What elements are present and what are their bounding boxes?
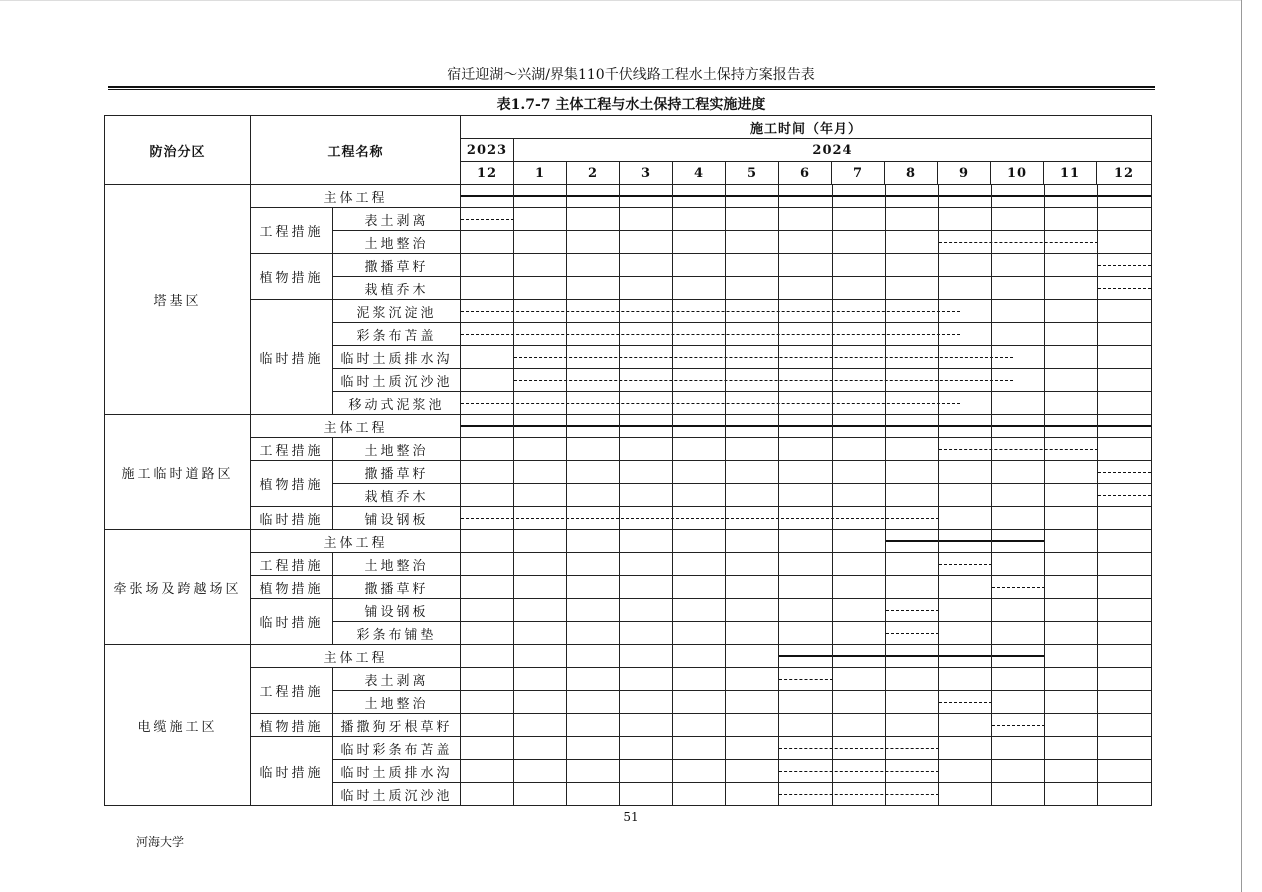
measure-bar xyxy=(461,219,514,220)
main-works-bar xyxy=(461,195,1151,197)
page-right-edge xyxy=(1241,0,1242,892)
year-cell: 2024 xyxy=(514,139,1152,162)
table-row xyxy=(105,415,1152,438)
item-name: 土地整治 xyxy=(333,691,461,714)
item-name: 表土剥离 xyxy=(333,208,461,231)
schedule-cell xyxy=(461,760,1152,783)
item-name: 临时土质排水沟 xyxy=(333,760,461,783)
month-cell: 6 xyxy=(779,162,832,185)
measure-group: 临时措施 xyxy=(251,599,333,645)
measure-group: 临时措施 xyxy=(251,737,333,806)
month-gridline xyxy=(672,184,673,806)
table-row xyxy=(105,438,1152,461)
measure-bar xyxy=(939,242,1098,243)
month-gridline xyxy=(513,184,514,806)
project-name-header: 工程名称 xyxy=(251,116,461,185)
measure-group: 植物措施 xyxy=(251,254,333,300)
page-number: 51 xyxy=(623,810,639,824)
month-cell: 1 xyxy=(514,162,567,185)
measure-bar xyxy=(992,587,1045,588)
schedule-cell xyxy=(461,323,1152,346)
item-name: 移动式泥浆池 xyxy=(333,392,461,415)
table-row xyxy=(105,208,1152,231)
item-name: 表土剥离 xyxy=(333,668,461,691)
item-name: 撒播草籽 xyxy=(333,254,461,277)
table-row xyxy=(105,645,1152,668)
measure-bar xyxy=(779,794,938,795)
footer-org: 河海大学 xyxy=(136,835,185,849)
month-gridline xyxy=(566,184,567,806)
schedule-cell xyxy=(461,461,1152,484)
schedule-cell xyxy=(461,714,1152,737)
measure-group: 植物措施 xyxy=(251,461,333,507)
schedule-cell xyxy=(461,300,1152,323)
month-gridline xyxy=(991,184,992,806)
schedule-cell xyxy=(461,185,1152,208)
month-cell: 3 xyxy=(620,162,673,185)
table-row xyxy=(105,599,1152,622)
item-name: 主体工程 xyxy=(251,185,461,208)
month-gridline xyxy=(778,184,779,806)
zone-header: 防治分区 xyxy=(105,116,251,185)
table-row xyxy=(105,507,1152,530)
measure-bar xyxy=(1098,265,1151,266)
month-cell: 5 xyxy=(726,162,779,185)
schedule-cell xyxy=(461,277,1152,300)
measure-bar xyxy=(992,725,1045,726)
table-row xyxy=(105,668,1152,691)
year-cell: 2023 xyxy=(461,139,514,162)
document-header: 宿迁迎湖～兴湖/界集110千伏线路工程水土保持方案报告表 xyxy=(447,67,815,83)
schedule-cell xyxy=(461,484,1152,507)
measure-bar xyxy=(1098,472,1151,473)
item-name: 土地整治 xyxy=(333,553,461,576)
month-cell: 8 xyxy=(885,162,938,185)
item-name: 主体工程 xyxy=(251,530,461,553)
measure-group: 临时措施 xyxy=(251,300,333,415)
zone-name: 塔基区 xyxy=(105,185,251,415)
item-name: 撒播草籽 xyxy=(333,461,461,484)
measure-group: 工程措施 xyxy=(251,208,333,254)
schedule-cell xyxy=(461,576,1152,599)
measure-bar xyxy=(461,518,939,519)
schedule-cell xyxy=(461,530,1152,553)
item-name: 彩条布铺垫 xyxy=(333,622,461,645)
measure-bar xyxy=(779,748,938,749)
month-cell: 10 xyxy=(991,162,1044,185)
zone-name: 牵张场及跨越场区 xyxy=(105,530,251,645)
header-rule-thin xyxy=(108,89,1155,90)
schedule-cell xyxy=(461,392,1152,415)
item-name: 撒播草籽 xyxy=(333,576,461,599)
schedule-cell xyxy=(461,783,1152,806)
schedule-cell xyxy=(461,231,1152,254)
table-row xyxy=(105,185,1152,208)
month-gridline xyxy=(938,184,939,806)
schedule-cell xyxy=(461,668,1152,691)
main-works-bar xyxy=(461,425,1151,427)
header-rule-thick xyxy=(108,86,1155,88)
schedule-cell xyxy=(461,415,1152,438)
measure-bar xyxy=(939,702,992,703)
main-works-bar xyxy=(886,540,1045,542)
measure-group: 植物措施 xyxy=(251,576,333,599)
measure-bar xyxy=(886,633,939,634)
table-row xyxy=(105,254,1152,277)
measure-bar xyxy=(886,610,939,611)
page-top-edge xyxy=(0,0,1241,1)
schedule-cell xyxy=(461,369,1152,392)
measure-bar xyxy=(779,679,832,680)
table-row xyxy=(105,530,1152,553)
month-gridline xyxy=(885,184,886,806)
item-name: 彩条布苫盖 xyxy=(333,323,461,346)
measure-bar xyxy=(779,771,938,772)
month-cell: 9 xyxy=(938,162,991,185)
schedule-cell xyxy=(461,737,1152,760)
item-name: 栽植乔木 xyxy=(333,277,461,300)
item-name: 临时土质沉沙池 xyxy=(333,369,461,392)
item-name: 主体工程 xyxy=(251,645,461,668)
schedule-table xyxy=(104,115,1152,806)
item-name: 栽植乔木 xyxy=(333,484,461,507)
measure-group: 工程措施 xyxy=(251,668,333,714)
table-row xyxy=(105,714,1152,737)
item-name: 泥浆沉淀池 xyxy=(333,300,461,323)
month-gridline xyxy=(619,184,620,806)
schedule-cell xyxy=(461,553,1152,576)
main-works-bar xyxy=(779,655,1044,657)
month-gridline xyxy=(1044,184,1045,806)
item-name: 临时彩条布苫盖 xyxy=(333,737,461,760)
measure-group: 临时措施 xyxy=(251,507,333,530)
schedule-cell xyxy=(461,346,1152,369)
schedule-cell xyxy=(461,691,1152,714)
month-cell: 7 xyxy=(832,162,885,185)
measure-group: 工程措施 xyxy=(251,553,333,576)
month-gridline xyxy=(832,184,833,806)
schedule-cell xyxy=(461,208,1152,231)
month-gridline xyxy=(725,184,726,806)
item-name: 铺设钢板 xyxy=(333,507,461,530)
item-name: 土地整治 xyxy=(333,438,461,461)
schedule-cell xyxy=(461,645,1152,668)
schedule-cell xyxy=(461,507,1152,530)
schedule-cell xyxy=(461,254,1152,277)
month-gridline xyxy=(1097,184,1098,806)
month-cell: 2 xyxy=(567,162,620,185)
measure-group: 植物措施 xyxy=(251,714,333,737)
schedule-cell xyxy=(461,599,1152,622)
month-cell: 4 xyxy=(673,162,726,185)
item-name: 临时土质沉沙池 xyxy=(333,783,461,806)
table-caption: 表1.7-7 主体工程与水土保持工程实施进度 xyxy=(496,97,766,113)
schedule-cell xyxy=(461,438,1152,461)
measure-bar xyxy=(1098,495,1151,496)
time-header: 施工时间（年月） xyxy=(461,116,1152,139)
month-cell: 11 xyxy=(1044,162,1097,185)
zone-name: 施工临时道路区 xyxy=(105,415,251,530)
schedule-cell xyxy=(461,622,1152,645)
measure-group: 工程措施 xyxy=(251,438,333,461)
table-row xyxy=(105,737,1152,760)
item-name: 铺设钢板 xyxy=(333,599,461,622)
table-row xyxy=(105,300,1152,323)
item-name: 土地整治 xyxy=(333,231,461,254)
measure-bar xyxy=(939,449,1098,450)
month-cell: 12 xyxy=(1097,162,1152,185)
measure-bar xyxy=(939,564,992,565)
table-row xyxy=(105,576,1152,599)
measure-bar xyxy=(1098,288,1151,289)
zone-name: 电缆施工区 xyxy=(105,645,251,806)
table-row xyxy=(105,553,1152,576)
table-row xyxy=(105,461,1152,484)
month-cell: 12 xyxy=(461,162,514,185)
item-name: 播撒狗牙根草籽 xyxy=(333,714,461,737)
item-name: 临时土质排水沟 xyxy=(333,346,461,369)
item-name: 主体工程 xyxy=(251,415,461,438)
